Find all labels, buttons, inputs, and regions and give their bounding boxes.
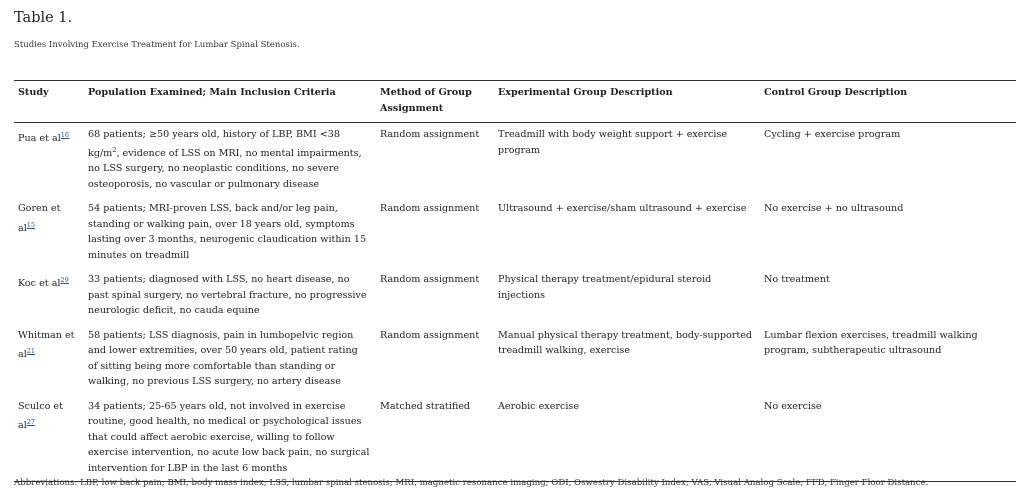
header-experimental: Experimental Group Description xyxy=(494,81,760,123)
header-population: Population Examined; Main Inclusion Criteria xyxy=(84,81,376,123)
table-title: Table 1. xyxy=(14,10,73,26)
reference-link[interactable]: 29 xyxy=(60,276,69,285)
method-cell: Random assignment xyxy=(380,274,480,286)
study-cell xyxy=(14,268,84,324)
superscript: 2 xyxy=(112,145,117,154)
population-cell: 54 patients; MRI-proven LSS, back and/or leg pain, standing or walking pain, over 18 years old, symptoms lasting over 3 months, neurogenic claudication within 15 minutes on treadmill xyxy=(88,203,367,261)
study-cell xyxy=(14,395,84,482)
reference-link[interactable]: 21 xyxy=(26,347,36,356)
study-name: Whitman et al xyxy=(18,329,75,361)
header-method: Method of Group Assignment xyxy=(376,81,494,123)
control-cell: No exercise + no ultrasound xyxy=(764,203,904,215)
study-cell xyxy=(14,324,84,395)
population-cell: 58 patients; LSS diagnosis, pain in lumbopelvic region and lower extremities, over 50 years old, patient rating of sitting being more comfortable than standing or walking, no previous LSS surgery, no artery disease xyxy=(88,329,358,388)
table-row xyxy=(14,268,1016,324)
table-header-row xyxy=(14,81,1016,123)
study-name: Sculco et al xyxy=(18,400,63,432)
table-row xyxy=(14,395,1016,482)
population-cell: 33 patients; diagnosed with LSS, no heart disease, no past spinal surgery, no vertebral fracture, no progressive neurologic deficit, no cauda equine xyxy=(88,274,367,317)
study-cell xyxy=(14,197,84,268)
study-name: Pua et al xyxy=(18,133,61,145)
experimental-cell: Physical therapy treatment/epidural steroid injections xyxy=(498,274,712,301)
control-cell: Lumbar flexion exercises, treadmill walking program, subtherapeutic ultrasound xyxy=(764,329,978,357)
method-cell: Random assignment xyxy=(380,129,480,140)
control-cell: No treatment xyxy=(764,274,830,286)
method-cell: Matched stratified xyxy=(376,395,494,482)
studies-table xyxy=(14,80,1016,482)
control-cell: Cycling + exercise program xyxy=(764,129,901,140)
header-control: Control Group Description xyxy=(760,81,1016,123)
table-row xyxy=(14,197,1016,268)
population-cell: 34 patients; 25-65 years old, not involved in exercise routine, good health, no medical or psychological issues that could affect aerobic exercise, willing to follow exercise intervention, no acute low back pain, no surgical intervention for LBP in the last 6 months xyxy=(84,395,376,482)
population-text-cont: , evidence of LSS on MRI, no mental impairments, no LSS surgery, no neoplastic conditions, no severe osteoporosis, no vascular or pulmonary disease xyxy=(88,147,362,190)
experimental-cell: Aerobic exercise xyxy=(494,395,760,482)
table-row xyxy=(14,324,1016,395)
population-text: 68 patients; ≥50 years old, history of LBP, BMI <38 kg/m xyxy=(88,129,340,159)
table-row xyxy=(14,123,1016,198)
study-name: Koc et al xyxy=(18,278,61,290)
study-cell xyxy=(14,123,84,198)
control-cell: No exercise xyxy=(760,395,1016,482)
population-cell xyxy=(84,123,376,198)
reference-link[interactable]: 27 xyxy=(26,418,36,427)
header-study: Study xyxy=(14,81,84,123)
table-caption: Studies Involving Exercise Treatment for Lumbar Spinal Stenosis. xyxy=(14,40,300,50)
experimental-cell: Treadmill with body weight support + exercise program xyxy=(498,129,728,156)
study-name: Goren et al xyxy=(18,203,61,234)
reference-link[interactable]: 16 xyxy=(60,131,70,139)
experimental-cell: Manual physical therapy treatment, body-supported treadmill walking, exercise xyxy=(498,329,753,357)
table-footnote: Abbreviations: LBP, low back pain; BMI, body mass index; LSS, lumbar spinal stenosis; MRI, magnetic resonance imaging; ODI, Oswestry Disability Index; VAS, Visual Analog Scale; FFD, Finger Floor Distance. xyxy=(14,478,929,488)
reference-link[interactable]: 15 xyxy=(26,220,36,229)
method-cell: Random assignment xyxy=(380,329,480,341)
method-cell: Random assignment xyxy=(380,203,480,215)
experimental-cell: Ultrasound + exercise/sham ultrasound + exercise xyxy=(498,203,747,215)
